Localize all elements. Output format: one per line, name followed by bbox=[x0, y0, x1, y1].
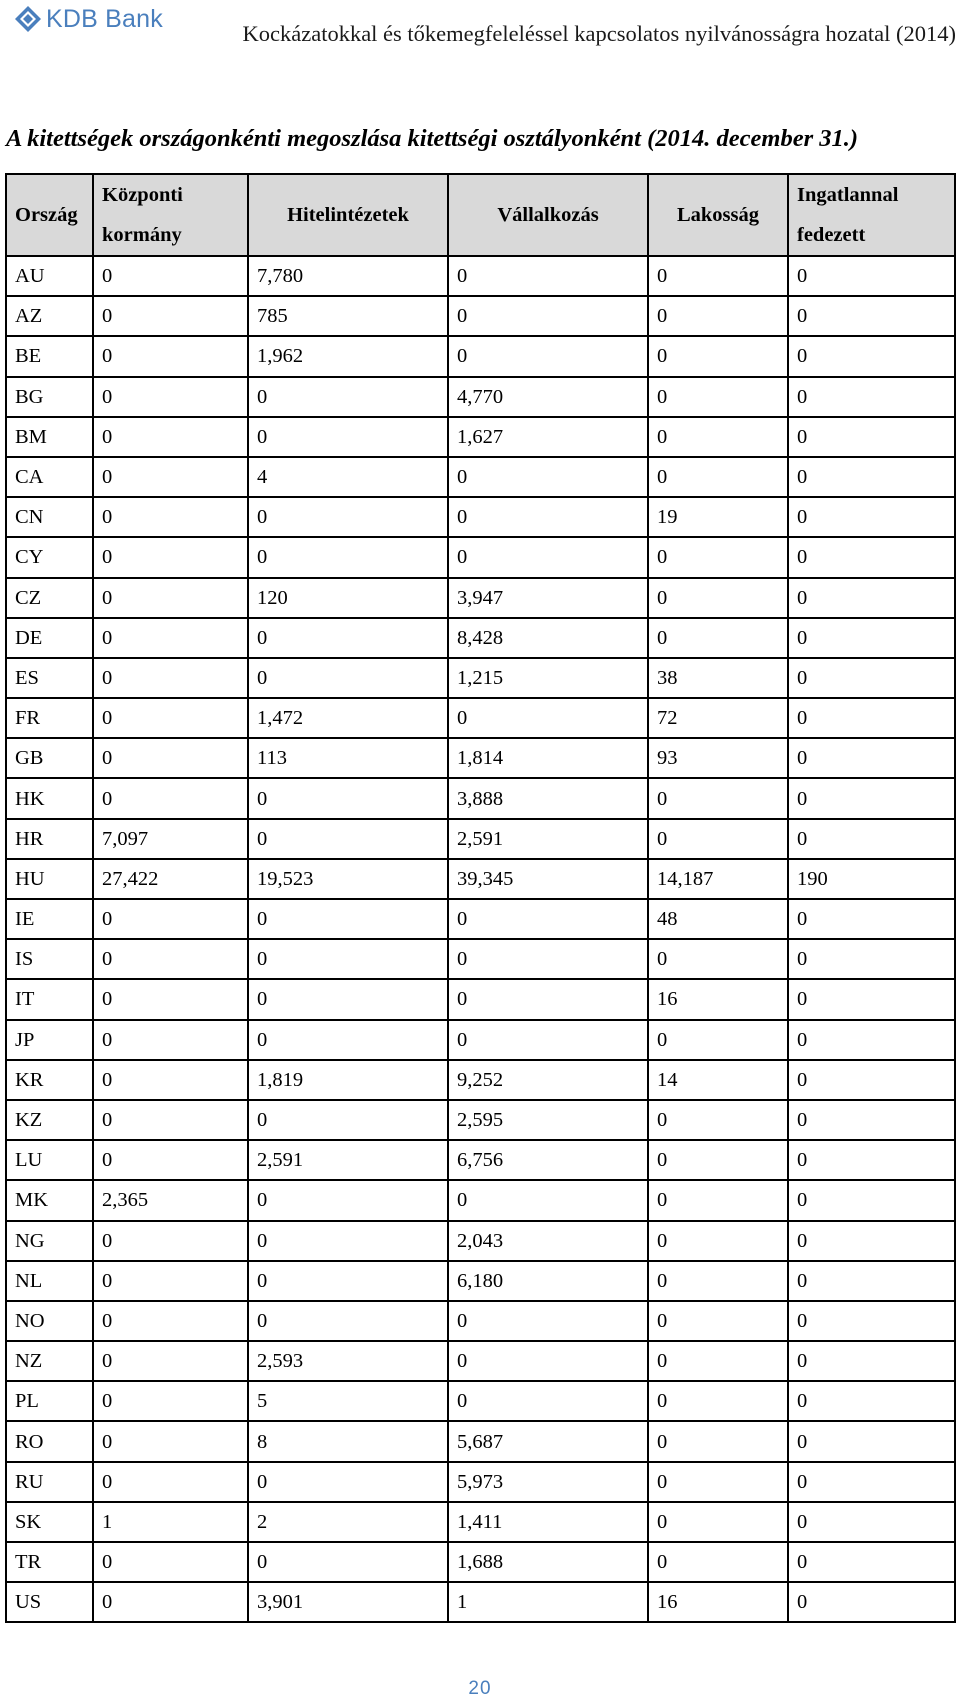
cell-corporates: 0 bbox=[448, 939, 648, 979]
cell-real-estate: 0 bbox=[788, 1140, 955, 1180]
cell-retail: 0 bbox=[648, 1020, 788, 1060]
cell-institutions: 0 bbox=[248, 1221, 448, 1261]
cell-country: SK bbox=[6, 1502, 93, 1542]
cell-country: KR bbox=[6, 1060, 93, 1100]
cell-country: PL bbox=[6, 1381, 93, 1421]
column-header-central-government: Központi kormány bbox=[93, 174, 248, 256]
cell-retail: 0 bbox=[648, 1341, 788, 1381]
cell-institutions: 4 bbox=[248, 457, 448, 497]
cell-institutions: 0 bbox=[248, 658, 448, 698]
cell-real-estate: 0 bbox=[788, 1421, 955, 1461]
table-row bbox=[6, 1421, 955, 1461]
cell-retail: 38 bbox=[648, 658, 788, 698]
cell-retail: 0 bbox=[648, 939, 788, 979]
cell-country: FR bbox=[6, 698, 93, 738]
cell-corporates: 0 bbox=[448, 979, 648, 1019]
cell-institutions: 113 bbox=[248, 738, 448, 778]
cell-retail: 93 bbox=[648, 738, 788, 778]
cell-country: HU bbox=[6, 859, 93, 899]
cell-central-government: 0 bbox=[93, 979, 248, 1019]
cell-retail: 0 bbox=[648, 296, 788, 336]
table-row bbox=[6, 296, 955, 336]
cell-institutions: 3,901 bbox=[248, 1582, 448, 1622]
cell-institutions: 0 bbox=[248, 618, 448, 658]
cell-institutions: 0 bbox=[248, 939, 448, 979]
page-number: 20 bbox=[468, 1678, 492, 1699]
table-row bbox=[6, 1020, 955, 1060]
cell-corporates: 1,688 bbox=[448, 1542, 648, 1582]
cell-central-government: 0 bbox=[93, 1140, 248, 1180]
table-row bbox=[6, 336, 955, 376]
table-row bbox=[6, 1582, 955, 1622]
cell-central-government: 0 bbox=[93, 1100, 248, 1140]
cell-corporates: 6,756 bbox=[448, 1140, 648, 1180]
cell-country: JP bbox=[6, 1020, 93, 1060]
cell-corporates: 5,687 bbox=[448, 1421, 648, 1461]
table-row bbox=[6, 618, 955, 658]
section-title: A kitettségek országonkénti megoszlása kitettségi osztályonként (2014. december 31.) bbox=[6, 125, 859, 152]
cell-corporates: 0 bbox=[448, 1301, 648, 1341]
table-row bbox=[6, 1542, 955, 1582]
cell-corporates: 0 bbox=[448, 1180, 648, 1220]
cell-country: HK bbox=[6, 778, 93, 818]
cell-institutions: 0 bbox=[248, 1542, 448, 1582]
cell-corporates: 3,888 bbox=[448, 778, 648, 818]
cell-country: NG bbox=[6, 1221, 93, 1261]
cell-retail: 16 bbox=[648, 1582, 788, 1622]
cell-central-government: 0 bbox=[93, 1341, 248, 1381]
cell-corporates: 0 bbox=[448, 256, 648, 296]
cell-corporates: 2,043 bbox=[448, 1221, 648, 1261]
cell-institutions: 8 bbox=[248, 1421, 448, 1461]
column-header-institutions: Hitelintézetek bbox=[248, 174, 448, 256]
column-header-corporates: Vállalkozás bbox=[448, 174, 648, 256]
cell-central-government: 0 bbox=[93, 618, 248, 658]
cell-retail: 0 bbox=[648, 1421, 788, 1461]
table-row bbox=[6, 939, 955, 979]
cell-corporates: 2,591 bbox=[448, 819, 648, 859]
cell-retail: 0 bbox=[648, 1261, 788, 1301]
cell-corporates: 39,345 bbox=[448, 859, 648, 899]
cell-corporates: 0 bbox=[448, 497, 648, 537]
cell-country: BE bbox=[6, 336, 93, 376]
cell-central-government: 0 bbox=[93, 1582, 248, 1622]
cell-central-government: 0 bbox=[93, 1421, 248, 1461]
cell-central-government: 0 bbox=[93, 1462, 248, 1502]
cell-institutions: 0 bbox=[248, 819, 448, 859]
cell-corporates: 0 bbox=[448, 899, 648, 939]
cell-retail: 48 bbox=[648, 899, 788, 939]
cell-institutions: 7,780 bbox=[248, 256, 448, 296]
cell-institutions: 0 bbox=[248, 1020, 448, 1060]
cell-real-estate: 0 bbox=[788, 1180, 955, 1220]
cell-corporates: 4,770 bbox=[448, 377, 648, 417]
cell-real-estate: 0 bbox=[788, 1341, 955, 1381]
cell-institutions: 0 bbox=[248, 1180, 448, 1220]
cell-corporates: 0 bbox=[448, 296, 648, 336]
table-row bbox=[6, 1180, 955, 1220]
column-header-retail: Lakosság bbox=[648, 174, 788, 256]
cell-real-estate: 0 bbox=[788, 417, 955, 457]
table-row bbox=[6, 979, 955, 1019]
cell-corporates: 1 bbox=[448, 1582, 648, 1622]
cell-retail: 0 bbox=[648, 377, 788, 417]
cell-institutions: 19,523 bbox=[248, 859, 448, 899]
table-row bbox=[6, 457, 955, 497]
cell-real-estate: 0 bbox=[788, 457, 955, 497]
cell-central-government: 0 bbox=[93, 497, 248, 537]
cell-real-estate: 0 bbox=[788, 979, 955, 1019]
cell-country: AZ bbox=[6, 296, 93, 336]
cell-institutions: 0 bbox=[248, 1462, 448, 1502]
cell-country: RO bbox=[6, 1421, 93, 1461]
cell-country: BG bbox=[6, 377, 93, 417]
cell-country: NO bbox=[6, 1301, 93, 1341]
cell-central-government: 0 bbox=[93, 738, 248, 778]
cell-central-government: 0 bbox=[93, 336, 248, 376]
cell-country: DE bbox=[6, 618, 93, 658]
table-row bbox=[6, 497, 955, 537]
cell-retail: 0 bbox=[648, 778, 788, 818]
cell-institutions: 1,962 bbox=[248, 336, 448, 376]
cell-central-government: 0 bbox=[93, 256, 248, 296]
cell-real-estate: 0 bbox=[788, 1221, 955, 1261]
cell-retail: 0 bbox=[648, 336, 788, 376]
cell-central-government: 7,097 bbox=[93, 819, 248, 859]
cell-real-estate: 0 bbox=[788, 1301, 955, 1341]
cell-corporates: 1,814 bbox=[448, 738, 648, 778]
cell-central-government: 0 bbox=[93, 899, 248, 939]
cell-real-estate: 0 bbox=[788, 578, 955, 618]
cell-country: CZ bbox=[6, 578, 93, 618]
cell-real-estate: 0 bbox=[788, 1502, 955, 1542]
cell-retail: 0 bbox=[648, 1301, 788, 1341]
cell-institutions: 5 bbox=[248, 1381, 448, 1421]
cell-institutions: 0 bbox=[248, 899, 448, 939]
cell-corporates: 0 bbox=[448, 698, 648, 738]
cell-country: CY bbox=[6, 537, 93, 577]
table-header-row bbox=[6, 174, 955, 256]
table-row bbox=[6, 1381, 955, 1421]
table-row bbox=[6, 256, 955, 296]
cell-country: KZ bbox=[6, 1100, 93, 1140]
cell-real-estate: 0 bbox=[788, 1060, 955, 1100]
cell-retail: 19 bbox=[648, 497, 788, 537]
cell-country: ES bbox=[6, 658, 93, 698]
cell-institutions: 0 bbox=[248, 1100, 448, 1140]
cell-retail: 0 bbox=[648, 1140, 788, 1180]
cell-institutions: 0 bbox=[248, 778, 448, 818]
cell-real-estate: 0 bbox=[788, 1261, 955, 1301]
table-row bbox=[6, 1100, 955, 1140]
cell-central-government: 1 bbox=[93, 1502, 248, 1542]
cell-corporates: 5,973 bbox=[448, 1462, 648, 1502]
cell-institutions: 2,593 bbox=[248, 1341, 448, 1381]
cell-central-government: 0 bbox=[93, 1221, 248, 1261]
cell-corporates: 1,627 bbox=[448, 417, 648, 457]
table-row bbox=[6, 417, 955, 457]
cell-real-estate: 0 bbox=[788, 1381, 955, 1421]
cell-real-estate: 0 bbox=[788, 1020, 955, 1060]
cell-real-estate: 0 bbox=[788, 497, 955, 537]
cell-institutions: 1,819 bbox=[248, 1060, 448, 1100]
cell-corporates: 0 bbox=[448, 336, 648, 376]
cell-central-government: 0 bbox=[93, 457, 248, 497]
cell-real-estate: 0 bbox=[788, 537, 955, 577]
cell-country: IS bbox=[6, 939, 93, 979]
brand-name: KDB Bank bbox=[46, 5, 163, 33]
cell-institutions: 2,591 bbox=[248, 1140, 448, 1180]
cell-central-government: 0 bbox=[93, 1301, 248, 1341]
table-row bbox=[6, 537, 955, 577]
table-row bbox=[6, 899, 955, 939]
cell-real-estate: 0 bbox=[788, 778, 955, 818]
cell-corporates: 1,215 bbox=[448, 658, 648, 698]
cell-central-government: 0 bbox=[93, 1381, 248, 1421]
cell-real-estate: 0 bbox=[788, 1462, 955, 1502]
cell-corporates: 0 bbox=[448, 1381, 648, 1421]
cell-central-government: 0 bbox=[93, 778, 248, 818]
cell-retail: 0 bbox=[648, 1100, 788, 1140]
cell-retail: 0 bbox=[648, 537, 788, 577]
cell-corporates: 8,428 bbox=[448, 618, 648, 658]
cell-real-estate: 0 bbox=[788, 819, 955, 859]
table-row bbox=[6, 859, 955, 899]
cell-institutions: 785 bbox=[248, 296, 448, 336]
cell-real-estate: 0 bbox=[788, 256, 955, 296]
table-row bbox=[6, 1502, 955, 1542]
cell-retail: 72 bbox=[648, 698, 788, 738]
cell-central-government: 2,365 bbox=[93, 1180, 248, 1220]
cell-country: NL bbox=[6, 1261, 93, 1301]
cell-central-government: 0 bbox=[93, 417, 248, 457]
cell-central-government: 0 bbox=[93, 1060, 248, 1100]
cell-real-estate: 0 bbox=[788, 1542, 955, 1582]
column-header-real-estate: Ingatlannal fedezett bbox=[788, 174, 955, 256]
cell-central-government: 0 bbox=[93, 578, 248, 618]
cell-real-estate: 190 bbox=[788, 859, 955, 899]
cell-institutions: 0 bbox=[248, 537, 448, 577]
cell-corporates: 2,595 bbox=[448, 1100, 648, 1140]
cell-country: GB bbox=[6, 738, 93, 778]
table-body bbox=[6, 256, 955, 1622]
table-row bbox=[6, 377, 955, 417]
cell-real-estate: 0 bbox=[788, 738, 955, 778]
cell-retail: 0 bbox=[648, 417, 788, 457]
cell-retail: 0 bbox=[648, 618, 788, 658]
cell-retail: 0 bbox=[648, 1462, 788, 1502]
cell-retail: 0 bbox=[648, 1542, 788, 1582]
cell-real-estate: 0 bbox=[788, 336, 955, 376]
cell-country: IE bbox=[6, 899, 93, 939]
cell-country: HR bbox=[6, 819, 93, 859]
cell-country: AU bbox=[6, 256, 93, 296]
cell-central-government: 0 bbox=[93, 658, 248, 698]
cell-institutions: 0 bbox=[248, 417, 448, 457]
table-row bbox=[6, 1060, 955, 1100]
cell-institutions: 1,472 bbox=[248, 698, 448, 738]
cell-corporates: 0 bbox=[448, 537, 648, 577]
table-row bbox=[6, 1261, 955, 1301]
cell-retail: 0 bbox=[648, 819, 788, 859]
cell-institutions: 120 bbox=[248, 578, 448, 618]
cell-institutions: 0 bbox=[248, 1301, 448, 1341]
cell-institutions: 2 bbox=[248, 1502, 448, 1542]
cell-retail: 14,187 bbox=[648, 859, 788, 899]
cell-real-estate: 0 bbox=[788, 1582, 955, 1622]
table-row bbox=[6, 819, 955, 859]
cell-corporates: 1,411 bbox=[448, 1502, 648, 1542]
cell-corporates: 9,252 bbox=[448, 1060, 648, 1100]
column-header-country: Ország bbox=[6, 174, 93, 256]
cell-country: MK bbox=[6, 1180, 93, 1220]
brand-logo bbox=[14, 4, 163, 34]
table-row bbox=[6, 1301, 955, 1341]
cell-corporates: 0 bbox=[448, 1020, 648, 1060]
cell-central-government: 0 bbox=[93, 1261, 248, 1301]
cell-central-government: 27,422 bbox=[93, 859, 248, 899]
page-header bbox=[0, 0, 960, 60]
cell-corporates: 0 bbox=[448, 1341, 648, 1381]
table-row bbox=[6, 1462, 955, 1502]
cell-central-government: 0 bbox=[93, 537, 248, 577]
cell-central-government: 0 bbox=[93, 1542, 248, 1582]
cell-central-government: 0 bbox=[93, 296, 248, 336]
cell-corporates: 6,180 bbox=[448, 1261, 648, 1301]
cell-country: TR bbox=[6, 1542, 93, 1582]
cell-retail: 0 bbox=[648, 1221, 788, 1261]
table-row bbox=[6, 1140, 955, 1180]
exposure-table bbox=[5, 173, 956, 1623]
cell-country: LU bbox=[6, 1140, 93, 1180]
cell-real-estate: 0 bbox=[788, 296, 955, 336]
table-row bbox=[6, 698, 955, 738]
cell-retail: 0 bbox=[648, 1381, 788, 1421]
table-row bbox=[6, 778, 955, 818]
cell-country: BM bbox=[6, 417, 93, 457]
cell-central-government: 0 bbox=[93, 939, 248, 979]
cell-institutions: 0 bbox=[248, 979, 448, 1019]
table-row bbox=[6, 738, 955, 778]
cell-retail: 0 bbox=[648, 1180, 788, 1220]
cell-real-estate: 0 bbox=[788, 939, 955, 979]
table-row bbox=[6, 1341, 955, 1381]
cell-institutions: 0 bbox=[248, 1261, 448, 1301]
cell-retail: 16 bbox=[648, 979, 788, 1019]
cell-real-estate: 0 bbox=[788, 1100, 955, 1140]
cell-country: NZ bbox=[6, 1341, 93, 1381]
cell-corporates: 3,947 bbox=[448, 578, 648, 618]
cell-retail: 0 bbox=[648, 256, 788, 296]
cell-real-estate: 0 bbox=[788, 618, 955, 658]
document-title: Kockázatokkal és tőkemegfeleléssel kapcsolatos nyilvánosságra hozatal (2014) bbox=[242, 21, 956, 46]
cell-central-government: 0 bbox=[93, 1020, 248, 1060]
cell-central-government: 0 bbox=[93, 698, 248, 738]
table-row bbox=[6, 578, 955, 618]
cell-country: RU bbox=[6, 1462, 93, 1502]
cell-retail: 14 bbox=[648, 1060, 788, 1100]
cell-country: IT bbox=[6, 979, 93, 1019]
cell-retail: 0 bbox=[648, 457, 788, 497]
cell-country: US bbox=[6, 1582, 93, 1622]
cell-central-government: 0 bbox=[93, 377, 248, 417]
cell-retail: 0 bbox=[648, 1502, 788, 1542]
table-row bbox=[6, 658, 955, 698]
cell-real-estate: 0 bbox=[788, 377, 955, 417]
kdb-logo-icon bbox=[14, 5, 42, 33]
cell-retail: 0 bbox=[648, 578, 788, 618]
cell-country: CA bbox=[6, 457, 93, 497]
cell-corporates: 0 bbox=[448, 457, 648, 497]
cell-real-estate: 0 bbox=[788, 899, 955, 939]
cell-institutions: 0 bbox=[248, 497, 448, 537]
cell-institutions: 0 bbox=[248, 377, 448, 417]
cell-country: CN bbox=[6, 497, 93, 537]
cell-real-estate: 0 bbox=[788, 698, 955, 738]
cell-real-estate: 0 bbox=[788, 658, 955, 698]
table-row bbox=[6, 1221, 955, 1261]
